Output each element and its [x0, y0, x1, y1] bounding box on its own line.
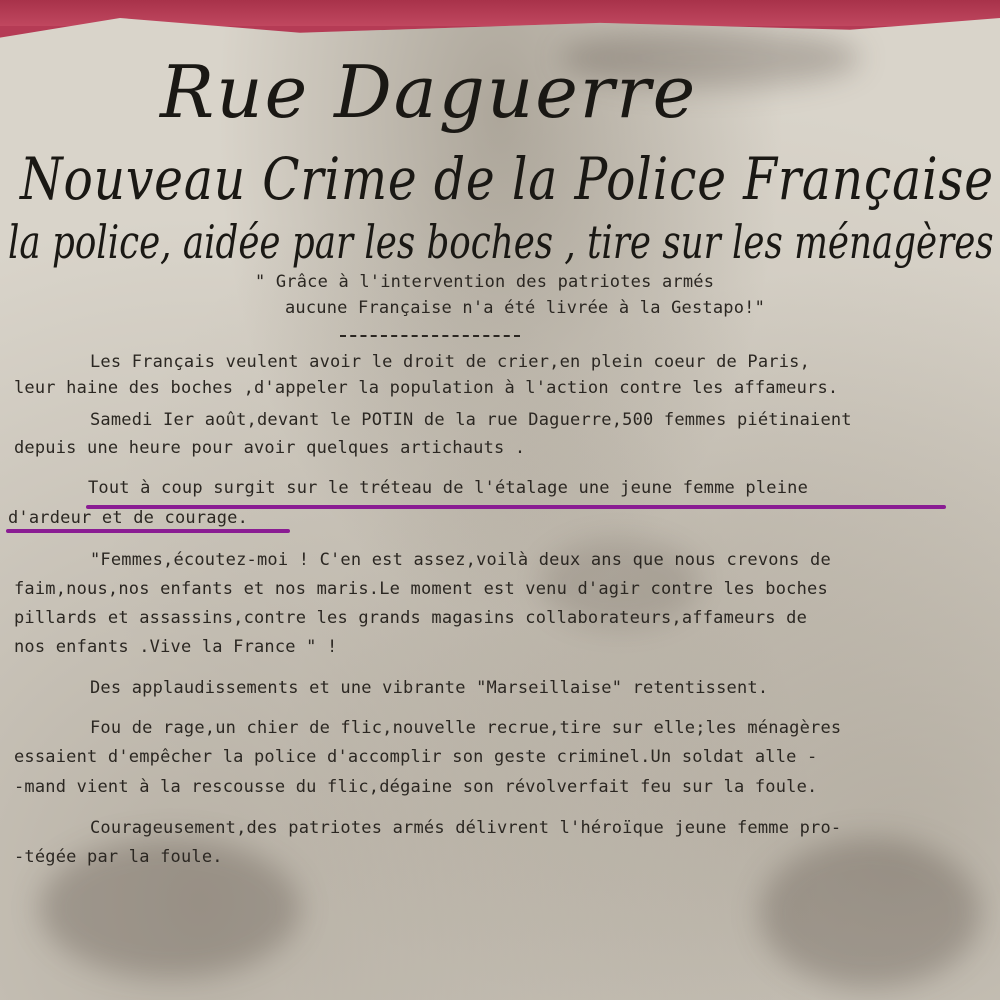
quote-line: " Grâce à l'intervention des patriotes armés [255, 272, 715, 292]
highlighted-line: d'ardeur et de courage. [8, 508, 249, 528]
body-line: nos enfants .Vive la France " ! [14, 637, 338, 657]
document-title: Rue Daguerre [160, 50, 698, 134]
body-line: essaient d'empêcher la police d'accomplir son geste criminel.Un soldat alle - [14, 747, 818, 767]
body-line: Des applaudissements et une vibrante "Marseillaise" retentissent. [90, 678, 769, 698]
body-line: faim,nous,nos enfants et nos maris.Le moment est venu d'agir contre les boches [14, 579, 828, 599]
highlighted-line: Tout à coup surgit sur le tréteau de l'étalage une jeune femme pleine [88, 478, 809, 498]
body-line: "Femmes,écoutez-moi ! C'en est assez,voilà deux ans que nous crevons de [90, 550, 831, 570]
body-line: Les Français veulent avoir le droit de crier,en plein coeur de Paris, [90, 352, 811, 372]
body-line: leur haine des boches ,d'appeler la population à l'action contre les affameurs. [14, 378, 839, 398]
quote-line: aucune Française n'a été livrée à la Gestapo!" [285, 298, 766, 318]
separator-rule [340, 335, 520, 337]
document-subheading: la police, aidée par les boches , tire sur les ménagères [8, 215, 994, 269]
body-line: Courageusement,des patriotes armés délivrent l'héroïque jeune femme pro- [90, 818, 842, 838]
body-line: depuis une heure pour avoir quelques artichauts . [14, 438, 526, 458]
body-line: -mand vient à la rescousse du flic,dégaine son révolverfait feu sur la foule. [14, 777, 818, 797]
highlight-underline [6, 529, 290, 533]
body-line: -tégée par la foule. [14, 847, 223, 867]
body-line: pillards et assassins,contre les grands magasins collaborateurs,affameurs de [14, 608, 808, 628]
document-subtitle: Nouveau Crime de la Police Française [20, 145, 994, 213]
body-line: Fou de rage,un chier de flic,nouvelle recrue,tire sur elle;les ménagères [90, 718, 842, 738]
body-line: Samedi Ier août,devant le POTIN de la rue Daguerre,500 femmes piétinaient [90, 410, 852, 430]
stain [760, 838, 980, 988]
